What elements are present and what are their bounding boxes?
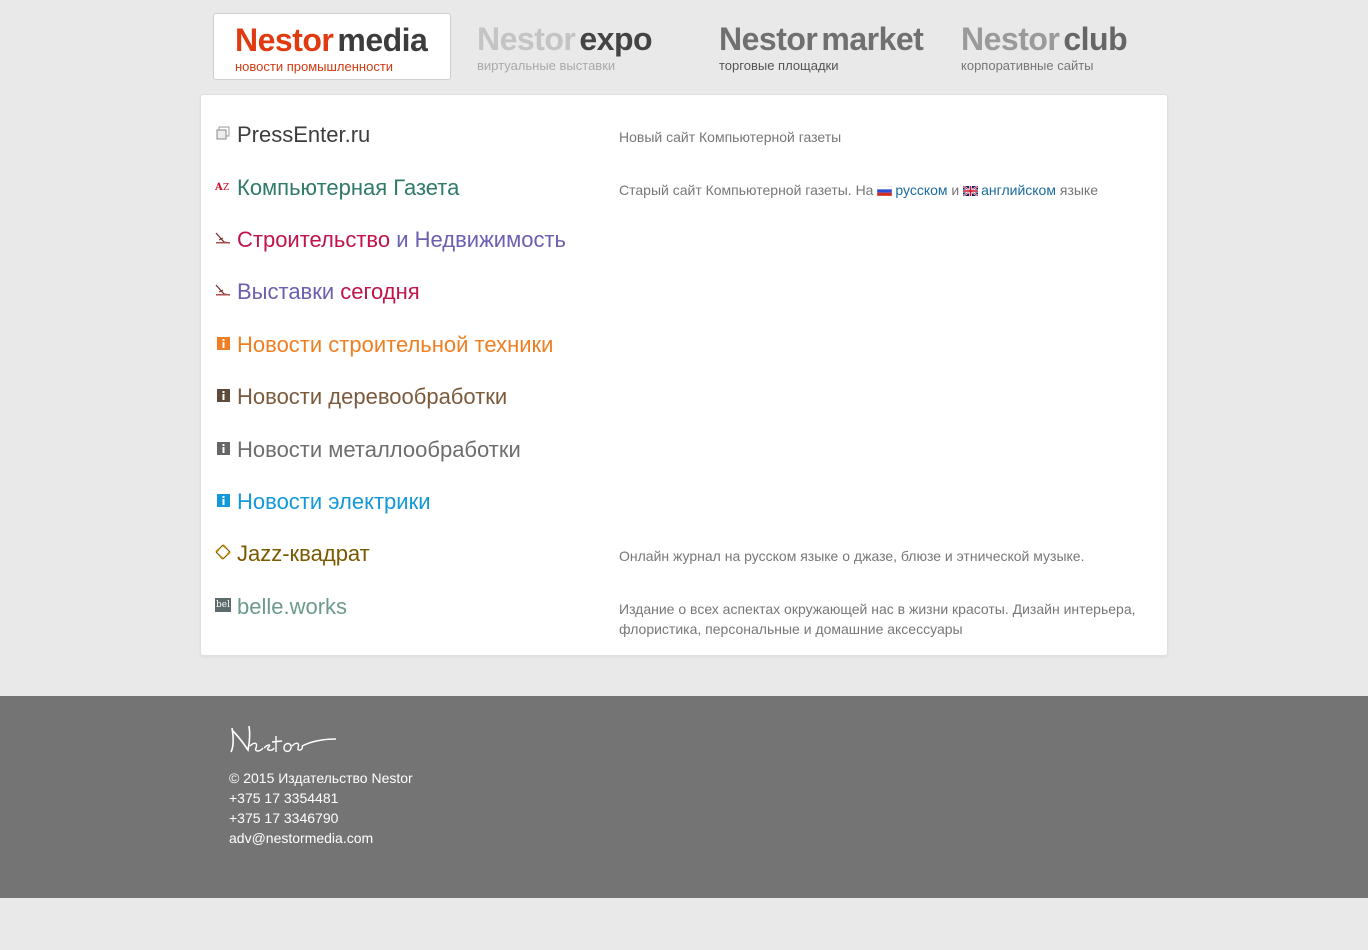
nestor-signature-logo xyxy=(228,722,338,763)
footer xyxy=(0,696,1368,898)
tab-subtitle: новости промышленности xyxy=(235,59,394,74)
site-link-stroitelstvo[interactable] xyxy=(237,225,566,255)
site-description: Новый сайт Компьютерной газеты xyxy=(619,129,842,145)
desc-text: Старый сайт Компьютерной газеты. На xyxy=(619,182,874,198)
svg-text:Z: Z xyxy=(223,183,230,192)
pressenter-icon xyxy=(215,125,231,141)
link-english[interactable]: английском xyxy=(981,182,1056,198)
brand-suffix: expo xyxy=(579,21,653,57)
info-gray-icon xyxy=(215,440,231,456)
title-part: и Недвижимость xyxy=(396,227,566,252)
title-part: Строительство xyxy=(237,227,391,252)
brand-prefix: Nestor xyxy=(235,22,334,58)
desc-text: языке xyxy=(1059,182,1098,198)
site-link-elektriki[interactable]: Новости электрики xyxy=(237,489,431,514)
phone-2: +375 17 3346790 xyxy=(229,810,339,826)
footer-contacts xyxy=(229,768,413,848)
tab-nestormedia[interactable] xyxy=(213,13,451,80)
brand-prefix: Nestor xyxy=(719,21,818,57)
copyright: © 2015 Издательство Nestor xyxy=(229,770,413,786)
uk-flag-icon xyxy=(963,186,978,196)
tab-brand xyxy=(477,21,694,57)
crane-icon xyxy=(215,230,231,246)
site-description xyxy=(619,180,1153,200)
phone-1: +375 17 3354481 xyxy=(229,790,339,806)
site-description: Онлайн журнал на русском языке о джазе, блюзе и этнической музыке. xyxy=(619,548,1085,564)
info-orange-icon xyxy=(215,335,231,351)
site-description: Издание о всех аспектах окружающей нас в жизни красоты. Дизайн интерьера, флористика, персональные и домашние аксессуары xyxy=(619,601,1136,637)
email-link[interactable]: adv@nestormedia.com xyxy=(229,830,374,846)
brand-suffix: media xyxy=(337,22,428,58)
brand-suffix: market xyxy=(821,21,924,57)
title-part: сегодня xyxy=(340,279,420,304)
site-link-derevoobrabotki[interactable]: Новости деревообработки xyxy=(237,384,508,409)
site-link-metalloobrabotki[interactable]: Новости металлообработки xyxy=(237,437,521,462)
bel-icon xyxy=(215,597,231,613)
site-link-stroitelnoy-tehniki[interactable]: Новости строительной техники xyxy=(237,332,554,357)
tab-brand xyxy=(961,21,1178,57)
tab-subtitle: виртуальные выставки xyxy=(477,58,616,73)
tab-brand xyxy=(235,22,450,58)
brand-prefix: Nestor xyxy=(961,21,1060,57)
site-link-vystavki[interactable] xyxy=(237,277,420,307)
az-icon xyxy=(215,178,231,194)
crane-icon xyxy=(215,282,231,298)
tab-nestorexpo[interactable] xyxy=(456,13,694,80)
title-part: Выставки xyxy=(237,279,335,304)
link-russian[interactable]: русском xyxy=(895,182,948,198)
site-link-computer-gazeta[interactable]: Компьютерная Газета xyxy=(237,175,460,200)
tab-subtitle: торговые площадки xyxy=(719,58,839,73)
bel-icon-text: bel xyxy=(216,600,230,610)
tab-subtitle: корпоративные сайты xyxy=(961,58,1094,73)
jazz-icon xyxy=(215,544,231,560)
info-brown-icon xyxy=(215,387,231,403)
sites-list-card xyxy=(200,94,1168,656)
brand-suffix: club xyxy=(1063,21,1128,57)
site-link-pressenter[interactable]: PressEnter.ru xyxy=(237,122,371,147)
top-nav xyxy=(213,13,1173,81)
info-blue-icon xyxy=(215,492,231,508)
brand-prefix: Nestor xyxy=(477,21,576,57)
tab-brand xyxy=(719,21,936,57)
site-link-belle[interactable]: belle.works xyxy=(237,594,348,619)
russia-flag-icon xyxy=(877,186,892,196)
site-link-jazz[interactable]: Jazz-квадрат xyxy=(237,541,370,566)
desc-text: и xyxy=(951,182,960,198)
tab-nestorclub[interactable] xyxy=(940,13,1178,80)
tab-nestormarket[interactable] xyxy=(698,13,936,80)
svg-text:A: A xyxy=(215,182,223,192)
